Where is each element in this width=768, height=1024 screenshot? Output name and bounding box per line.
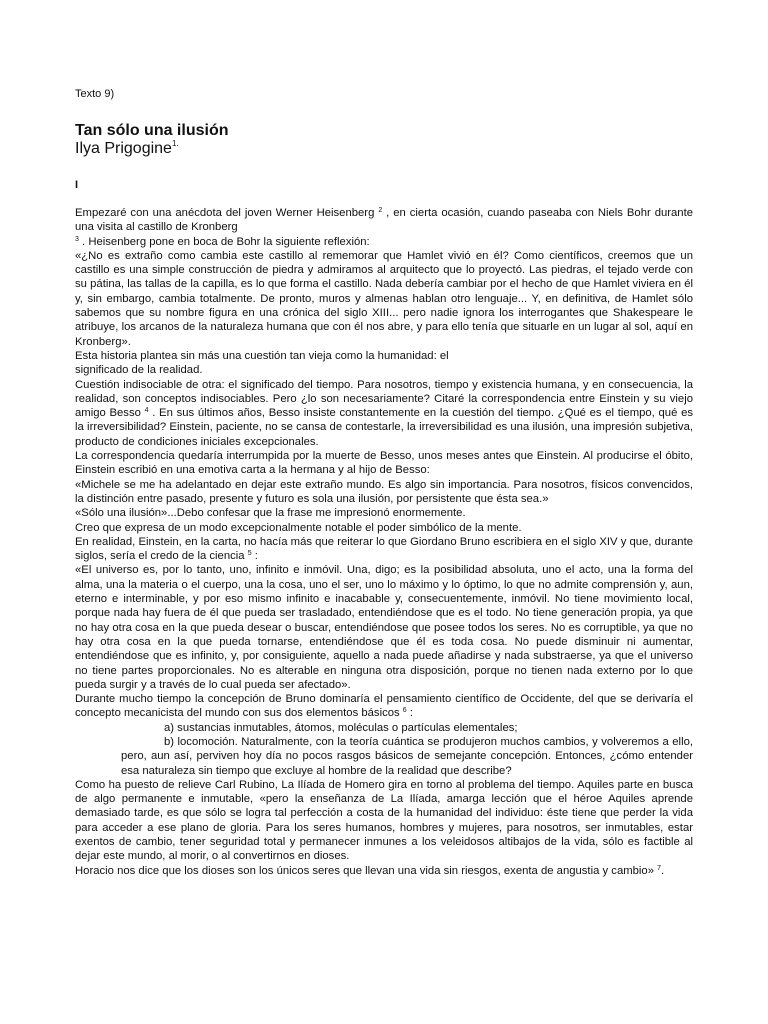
document-title: Tan sólo una ilusión <box>75 122 229 139</box>
list-item-b: b) locomoción. Naturalmente, con la teoría cuántica se produjeron muchos cambios, y volveremos a ello, pero, aun así, perviven hoy día no pocos rasgos básicos de semejante concepción. Entonces, ¿cómo entender esa naturaleza sin tiempo que excluye al hombre de la realidad que describe? <box>121 735 693 777</box>
paragraph: significado de la realidad. <box>75 364 203 377</box>
document-body <box>75 206 693 878</box>
paragraph: Empezaré con una anécdota del joven Werner Heisenberg $^2$ , en cierta ocasión, cuando paseaba con Niels Bohr durante una visita al castillo de Kronberg <box>75 207 694 234</box>
footnote-ref: 2 <box>378 207 383 214</box>
paragraph: En realidad, Einstein, en la carta, no hacía más que reiterar lo que Giordano Bruno escribiera en el siglo XIV y que, durante siglos, sería el credo de la ciencia $^5$ : <box>75 535 693 563</box>
quote-paragraph: «El universo es, por lo tanto, uno, infinito e inmóvil. Una, digo; es la posibilidad absoluta, uno el acto, una la forma del alma, una la materia o el cuerpo, una la cosa, uno el ser, uno lo máximo y lo óptimo, lo que no admite comprensión y, aun, eterno e interminable, y por eso mismo infinito e inacabable y, consecuentemente, inmóvil. No tiene movimiento local, porque nada hay fuera de él que pueda ser trasladado, entendiéndose que es el todo. No tiene generación propia, ya que no hay otra cosa en la que pueda desear o buscar, entendiéndose que posee todos los seres. No es corruptible, ya que no hay otra cosa en la que pueda tornarse, entendiéndose que él es toda cosa. No puede disminuir ni aumentar, entendiéndose que es infinito, y, por consiguiente, aquello a nada puede añadirse y nada substraerse, ya que el universo no tiene partes proporcionales. No es alterable en ninguna otra disposición, porque no tienen nada externo por lo que pueda surgir y a través de lo cual pueda ser afectado». <box>75 564 693 691</box>
section-numeral: I <box>75 179 79 191</box>
text-label: Texto 9) <box>75 88 115 100</box>
author-line <box>75 139 179 158</box>
quote-paragraph: «Michele se me ha adelantado en dejar este extraño mundo. Es algo sin importancia. Para nosotros, físicos convencidos, la distinción entre pasado, presente y futuro es sola una ilusión, por persistente que ésta sea.» <box>75 478 693 505</box>
paragraph: Como ha puesto de relieve Carl Rubino, La Ilíada de Homero gira en torno al problema del tiempo. Aquiles parte en busca de algo permanente e inmutable, «pero la enseñanza de La Ilíada, amarga lección que el héroe Aquiles aprende demasiado tarde, es que sólo se logra tal perfección a costa de la humanidad del individuo: éste tiene que perder la vida para acceder a ese plano de gloria. Para los seres humanos, hombres y mujeres, para nosotros, ser inmutables, estar exentos de cambio, tener seguridad total y permanecer inmunes a los veleidosos altibajos de la vida, sólo es factible al dejar este mundo, al morir, o al convertirnos en dioses. <box>75 778 693 863</box>
paragraph: Durante mucho tiempo la concepción de Bruno dominaría el pensamiento científico de Occidente, del que se derivaría el concepto mecanicista del mundo con sus dos elementos básicos $^6$ : <box>75 693 693 720</box>
quote-paragraph: «¿No es extraño como cambia este castillo al rememorar que Hamlet vivió en él? Como científicos, creemos que un castillo es una simple construcción de piedra y admiramos al arquitecto que lo proyectó. Las piedras, el tejado verde con su pátina, las tallas de la capilla, es lo que forma el castillo. Nada debería cambiar por el hecho de que Hamlet viviera en él y, sin embargo, cambia totalmente. De pronto, muros y almenas hablan otro lenguaje... Y, en definitiva, de Hamlet sólo sabemos que su nombre figura en una crónica del siglo XIII... pero nadie ignora los interrogantes que Shakespeare le atribuye, los arcanos de la naturaleza humana que con él nos abre, y para ello tenía que situarle en un lugar al sol, aquí en Kronberg». <box>75 249 693 348</box>
author-footnote-ref: 1. <box>171 139 179 148</box>
paragraph: Creo que expresa de un modo excepcionalmente notable el poder simbólico de la mente. <box>75 521 522 534</box>
footnote-ref: 7 <box>657 864 662 872</box>
author-name: Ilya Prigogine <box>75 140 172 157</box>
paragraph: $^3$ . Heisenberg pone en boca de Bohr la siguiente reflexión: <box>75 235 370 248</box>
footnote-ref: 3 <box>75 235 79 243</box>
list-item-a: a) sustancias inmutables, átomos, moléculas o partículas elementales; <box>164 721 518 734</box>
footnote-ref: 6 <box>402 707 407 715</box>
footnote-ref: 5 <box>247 550 252 558</box>
paragraph: Horacio nos dice que los dioses son los únicos seres que llevan una vida sin riesgos, exenta de angustia y cambio» $^7$. <box>75 864 665 877</box>
paragraph: La correspondencia quedaría interrumpida por la muerte de Besso, unos meses antes que Einstein. Al producirse el óbito, Einstein escribió en una emotiva carta a la hermana y al hijo de Besso: <box>75 450 693 477</box>
paragraph: Cuestión indisociable de otra: el significado del tiempo. Para nosotros, tiempo y existencia humana, y en consecuencia, la realidad, son conceptos indisociables. Pero ¿lo son necesariamente? Citaré la correspondencia entre Einstein y su viejo amigo Besso $^4$ . En sus últimos años, Besso insiste constantemente en la cuestión del tiempo. ¿Qué es el tiempo, qué es la irreversibilidad? Einstein, paciente, no se cansa de contestarle, la irreversibilidad es una ilusión, una impresión subjetiva, producto de condiciones iniciales excepcionales. <box>75 378 694 448</box>
paragraph: Esta historia plantea sin más una cuestión tan vieja como la humanidad: el <box>75 349 449 362</box>
footnote-ref: 4 <box>144 407 149 415</box>
paragraph: «Sólo una ilusión»...Debo confesar que la frase me impresionó enormemente. <box>75 507 466 520</box>
